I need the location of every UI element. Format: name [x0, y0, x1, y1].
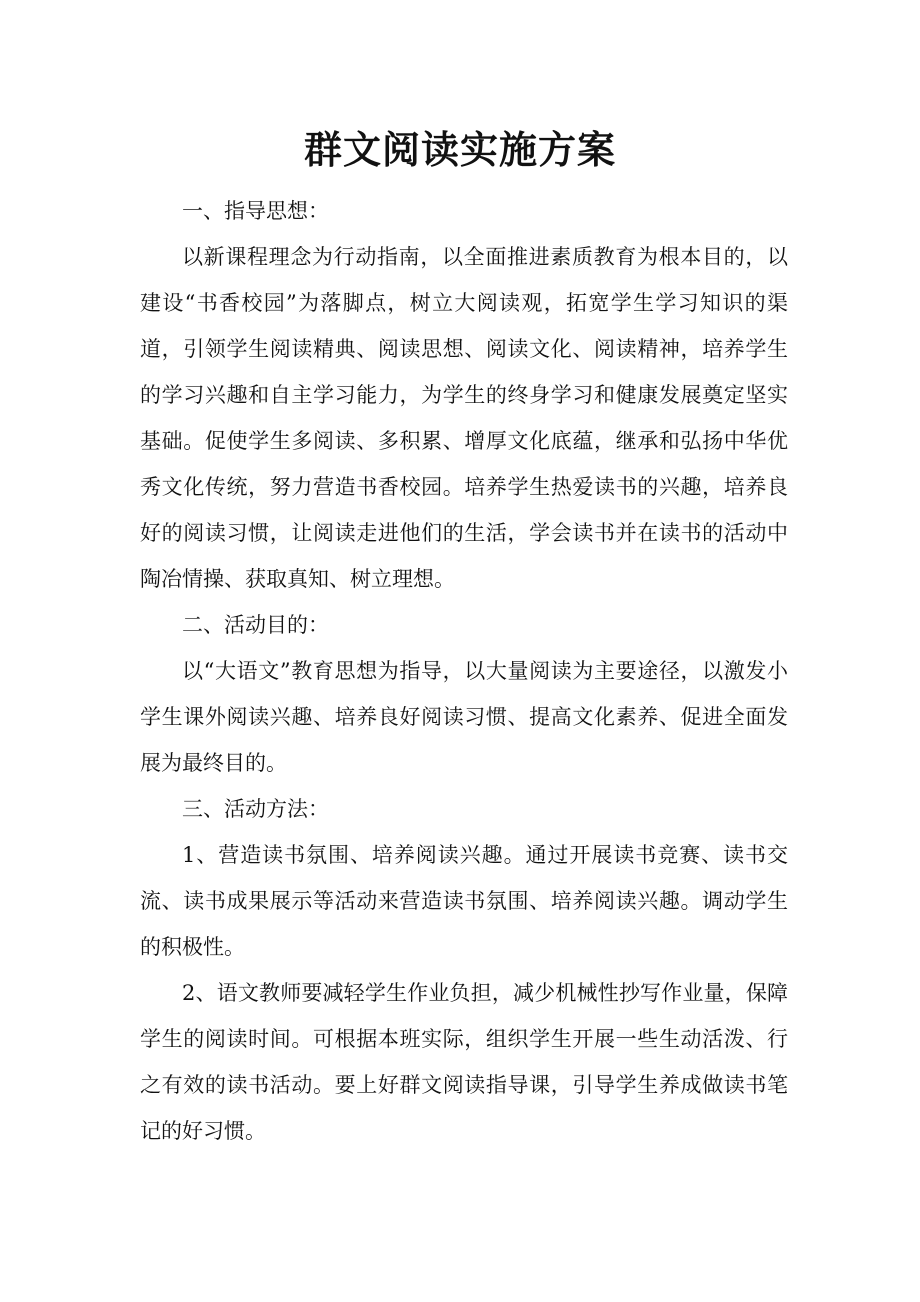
paragraph-method-2: 2、语文教师要减轻学生作业负担，减少机械性抄写作业量，保障学生的阅读时间。可根据本班实际，组织学生开展一些生动活泼、行之有效的读书活动。要上好群文阅读指导课，引导学生养成做读书笔记的好习惯。	[140, 981, 788, 1143]
document-body	[140, 188, 788, 1154]
section-heading-guiding-ideology: 一、指导思想：	[182, 199, 329, 223]
paragraph-activity-purpose: 以“大语文”教育思想为指导，以大量阅读为主要途径，以激发小学生课外阅读兴趣、培养良好阅读习惯、提高文化素养、促进全面发展为最终目的。	[140, 659, 788, 775]
section-heading-activity-methods: 三、活动方法：	[182, 797, 329, 821]
paragraph-method-1: 1、营造读书氛围、培养阅读兴趣。通过开展读书竞赛、读书交流、读书成果展示等活动来营造读书氛围、培养阅读兴趣。调动学生的积极性。	[140, 843, 788, 959]
paragraph-guiding-ideology: 以新课程理念为行动指南，以全面推进素质教育为根本目的，以建设“书香校园”为落脚点，树立大阅读观，拓宽学生学习知识的渠道，引领学生阅读精典、阅读思想、阅读文化、阅读精神，培养学生的学习兴趣和自主学习能力，为学生的终身学习和健康发展奠定坚实基础。促使学生多阅读、多积累、增厚文化底蕴，继承和弘扬中华优秀文化传统，努力营造书香校园。培养学生热爱读书的兴趣，培养良好的阅读习惯，让阅读走进他们的生活，学会读书并在读书的活动中陶冶情操、获取真知、树立理想。	[140, 245, 788, 591]
document-title: 群文阅读实施方案	[303, 127, 616, 172]
section-heading-activity-purpose: 二、活动目的：	[182, 613, 329, 637]
